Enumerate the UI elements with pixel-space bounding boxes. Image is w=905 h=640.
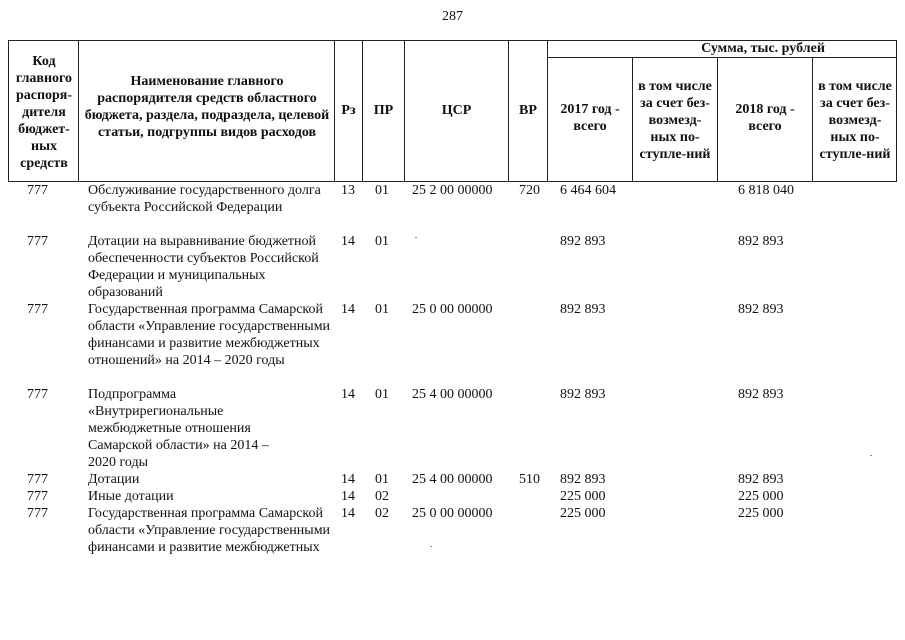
header-2018-grants: в том числе за счет без-возмезд-ных по-ступле-ний bbox=[818, 78, 892, 162]
cell-sum-2017: 892 893 bbox=[560, 302, 606, 317]
table-row bbox=[0, 505, 905, 573]
col-divider bbox=[632, 57, 633, 182]
cell-name: Государственная программа Самарской области «Управление государственными финансами и развитие межбюджетных отношений» на 2014 – 2020 годы bbox=[88, 302, 331, 368]
col-divider bbox=[547, 40, 548, 182]
cell-csr: 25 2 00 00000 bbox=[412, 183, 493, 198]
scan-speck bbox=[870, 455, 872, 456]
header-2017-grants: в том числе за счет без-возмезд-ных по-ступле-ний bbox=[638, 78, 712, 162]
cell-name: Обслуживание государственного долга субъекта Российской Федерации bbox=[88, 183, 321, 215]
cell-rz: 14 bbox=[341, 489, 355, 504]
cell-rz: 14 bbox=[341, 472, 355, 487]
cell-sum-2018: 892 893 bbox=[738, 387, 784, 402]
cell-vr: 510 bbox=[519, 472, 540, 487]
header-rz: Рз bbox=[341, 102, 356, 118]
header-code: Код главного распоря-дителя бюджет-ных средств bbox=[15, 53, 73, 171]
cell-sum-2017: 892 893 bbox=[560, 234, 606, 249]
cell-csr: 25 0 00 00000 bbox=[412, 506, 493, 521]
header-csr: ЦСР bbox=[441, 102, 472, 118]
header-vr: ВР bbox=[519, 102, 537, 118]
cell-pr: 01 bbox=[375, 302, 389, 317]
col-divider bbox=[812, 57, 813, 182]
cell-vr: 720 bbox=[519, 183, 540, 198]
cell-rz: 13 bbox=[341, 183, 355, 198]
cell-sum-2017: 225 000 bbox=[560, 506, 606, 521]
scan-speck bbox=[430, 546, 432, 547]
cell-code: 777 bbox=[27, 183, 48, 198]
cell-pr: 01 bbox=[375, 387, 389, 402]
sum-group-divider bbox=[547, 57, 897, 58]
cell-code: 777 bbox=[27, 234, 48, 249]
header-2018-total: 2018 год - всего bbox=[735, 102, 795, 134]
cell-rz: 14 bbox=[341, 234, 355, 249]
cell-pr: 02 bbox=[375, 506, 389, 521]
table-row bbox=[0, 386, 905, 471]
cell-rz: 14 bbox=[341, 387, 355, 402]
col-divider bbox=[78, 40, 79, 182]
table-row bbox=[0, 301, 905, 386]
cell-sum-2017: 225 000 bbox=[560, 489, 606, 504]
cell-sum-2017: 892 893 bbox=[560, 387, 606, 402]
cell-code: 777 bbox=[27, 302, 48, 317]
cell-name: Иные дотации bbox=[88, 489, 174, 504]
cell-sum-2017: 892 893 bbox=[560, 472, 606, 487]
cell-name: Дотации на выравнивание бюджетной обеспеченности субъектов Российской Федерации и муниципальных образований bbox=[88, 234, 319, 300]
cell-sum-2017: 6 464 604 bbox=[560, 183, 616, 198]
page-number: 287 bbox=[442, 9, 463, 24]
cell-sum-2018: 892 893 bbox=[738, 234, 784, 249]
cell-code: 777 bbox=[27, 506, 48, 521]
table-row bbox=[0, 182, 905, 233]
cell-csr: 25 4 00 00000 bbox=[412, 387, 493, 402]
cell-csr: 25 0 00 00000 bbox=[412, 302, 493, 317]
cell-pr: 02 bbox=[375, 489, 389, 504]
cell-rz: 14 bbox=[341, 506, 355, 521]
cell-sum-2018: 225 000 bbox=[738, 489, 784, 504]
cell-pr: 01 bbox=[375, 234, 389, 249]
table-row bbox=[0, 471, 905, 488]
cell-rz: 14 bbox=[341, 302, 355, 317]
scan-speck bbox=[415, 237, 417, 238]
cell-code: 777 bbox=[27, 472, 48, 487]
col-divider bbox=[8, 40, 9, 182]
cell-code: 777 bbox=[27, 387, 48, 402]
cell-sum-2018: 892 893 bbox=[738, 472, 784, 487]
cell-csr: 25 4 00 00000 bbox=[412, 472, 493, 487]
cell-code: 777 bbox=[27, 489, 48, 504]
col-divider bbox=[717, 57, 718, 182]
table-body bbox=[0, 182, 905, 573]
cell-sum-2018: 892 893 bbox=[738, 302, 784, 317]
table-row bbox=[0, 488, 905, 505]
table-row bbox=[0, 233, 905, 301]
header-sum-group: Сумма, тыс. рублей bbox=[701, 41, 825, 56]
table-header bbox=[0, 40, 905, 182]
header-2017-total: 2017 год - всего bbox=[560, 102, 620, 134]
header-pr: ПР bbox=[373, 102, 394, 118]
cell-sum-2018: 6 818 040 bbox=[738, 183, 794, 198]
cell-name: Дотации bbox=[88, 472, 140, 487]
cell-name: Государственная программа Самарской области «Управление государственными финансами и развитие межбюджетных bbox=[88, 506, 331, 555]
cell-pr: 01 bbox=[375, 472, 389, 487]
cell-name: Подпрограмма «Внутрирегиональные межбюджетные отношения Самарской области» на 2014 – 2020 годы bbox=[88, 387, 269, 470]
col-divider bbox=[896, 40, 897, 182]
cell-sum-2018: 225 000 bbox=[738, 506, 784, 521]
header-name: Наименование главного распорядителя средств областного бюджета, раздела, подраздела, целевой статьи, подгруппы видов расходов bbox=[84, 74, 330, 140]
cell-pr: 01 bbox=[375, 183, 389, 198]
